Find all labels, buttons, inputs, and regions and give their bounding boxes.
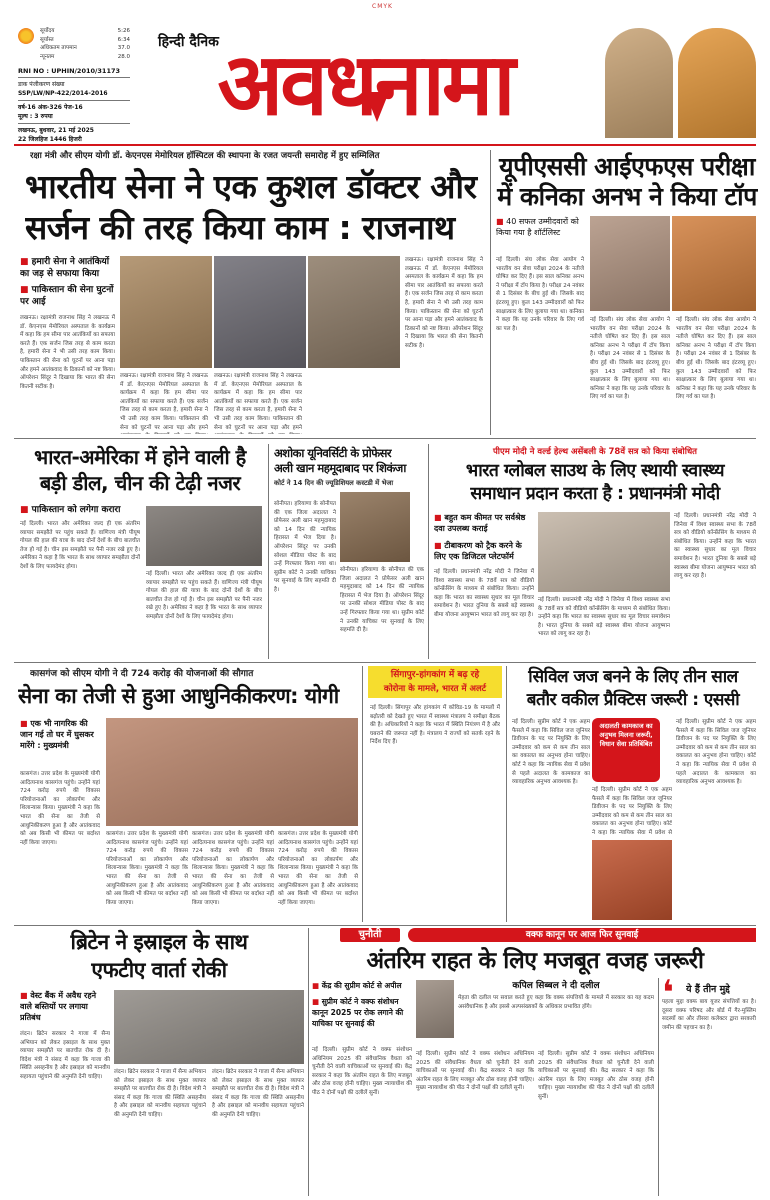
upsc-subhead: ■ 40 सफल उम्मीदवारों को किया गया है शॉर्टलिस्ट (496, 216, 584, 252)
waqf-bullet-1: ■ केंद्र की सुप्रीम कोर्ट से अपील (312, 980, 412, 994)
ashoka-body: सोनीपत। हरियाणा के सोनीपत की एक जिला अदालत ने प्रोफेसर अली खान महमूदाबाद को 14 दिन की न्यायिक हिरासत में भेज दिया है। ऑपरेशन सिंदूर पर उनकी सोशल मीडिया पोस्ट के बाद उन्हें गिरफ्तार किया गया था। सुप्रीम कोर्ट ने उनकी याचिका पर सुनवाई के लिए सहमति दी है। (274, 501, 336, 593)
waqf-label: चुनौती (340, 928, 400, 942)
rajnath-body-left: लखनऊ। रक्षामंत्री राजनाथ सिंह ने लखनऊ में डॉ. केएनएस मेमोरियल अस्पताल के कार्यक्रम में कहा कि हम सीमा पार आतंकियों का सफाया करते हैं। एक सर्जन जिस तरह से काम करता है, हमारी सेना ने भी उसी तरह काम किया। पाकिस्तान की सेना को घुटनों पर आना पड़ा और हमने आतंकवाद के ठिकानों को नष्ट किया। ऑपरेशन सिंदूर ने दिखाया कि भारत की सेना कितनी सटीक है। (20, 315, 115, 390)
kasganj-photo (106, 718, 358, 826)
weather-row: सूर्योदय 5:26 सूर्यास्त 6:34 अधिकतम तापमान 37.0 न्यूनतम 28.0 (40, 28, 130, 60)
upsc-photo-1 (590, 216, 670, 311)
waqf-quote-text: मेहता की दलील पर सवाल करते हुए कहा कि वक्फ संपत्तियों के मामले में सरकार का यह कदम असंवैधानिक है और इससे अल्पसंख्यकों के अधिकार प्रभावित होंगे। (458, 995, 654, 1010)
uk-israel-body-3: लंदन। ब्रिटेन सरकार ने गाजा में सैन्य अभियान को लेकर इस्राइल के साथ मुक्त व्यापार समझौते पर बातचीत रोक दी है। विदेश मंत्री ने संसद में कहा कि गाजा की स्थिति असहनीय है और इस्राइल को मानवीय सहायता पहुंचाने की अनुमति देनी चाहिए। (212, 1069, 304, 1118)
india-us-bullet: ■ पाकिस्तान को लगेगा करारा (20, 504, 140, 518)
waqf-body-3: नई दिल्ली। सुप्रीम कोर्ट ने वक्फ संशोधन अधिनियम 2025 की संवैधानिक वैधता को चुनौती देने वाली याचिकाओं पर सुनवाई की। केंद्र सरकार ने कहा कि अंतरिम राहत के लिए मजबूत और ठोस वजह होनी चाहिए। मुख्य न्यायाधीश की पीठ ने दोनों पक्षों की दलीलें सुनीं। (538, 1051, 654, 1100)
upsc-headline-1: यूपीएससी आईएफएस परीक्षा (499, 152, 755, 181)
india-us-headline-2: बड़ी डील, चीन की टेढ़ी नजर (39, 471, 241, 495)
modi-body-3: नई दिल्ली। प्रधानमंत्री नरेंद्र मोदी ने जिनेवा में विश्व स्वास्थ्य सभा के 78वें सत्र को वीडियो कॉन्फ्रेंसिंग के माध्यम से संबोधित किया। उन्होंने कहा कि भारत का स्वास्थ्य सुधार का मूल विचार समावेशन है। भारत दुनिया के सबसे बड़े स्वास्थ्य बीमा योजना आयुष्मान भारत को लागू कर रहा है। (674, 513, 756, 580)
ashoka-headline-2: अली खान महमूदाबाद पर शिकंजा (274, 461, 406, 475)
date-line: लखनऊ, बुधवार, 21 मई 2025 22 जिलहिज 1446 हिजरी (18, 127, 94, 143)
uk-israel-photo (114, 990, 304, 1064)
upsc-headline-2: में कनिका अनभ ने किया टॉप (497, 182, 757, 211)
waqf-headline: अंतरिम राहत के लिए मजबूत वजह जरूरी (366, 948, 704, 974)
upsc-body-3: नई दिल्ली। संघ लोक सेवा आयोग ने भारतीय वन सेवा परीक्षा 2024 के नतीजे घोषित कर दिए हैं। इस साल कनिका अनभ ने परीक्षा में टॉप किया है। परीक्षा 24 नवंबर से 1 दिसंबर के बीच हुई थी। जिसके बाद इंटरव्यू हुए। कुल 143 उम्मीदवारों को फिर साक्षात्कार के लिए बुलाया गया था। कनिका ने कहा कि यह उनके परिवार के लिए गर्व का पल है। (676, 317, 756, 401)
cmyk-mark: CMYK (372, 3, 393, 10)
three-issues-title: ये हैं तीन मुद्दे (686, 984, 730, 995)
three-issues-body: पहला मुद्दा वक्फ बाय यूजर संपत्तियों का है। दूसरा वक्फ परिषद और बोर्ड में गैर-मुस्लिम सदस्यों का और तीसरा कलेक्टर द्वारा सरकारी जमीन की पहचान का है। (662, 999, 756, 1031)
kasganj-body-3: कासगंज। उत्तर प्रदेश के मुख्यमंत्री योगी आदित्यनाथ कासगंज पहुंचे। उन्होंने यहां 724 करोड़ रुपये की विकास परियोजनाओं का लोकार्पण और शिलान्यास किया। मुख्यमंत्री ने कहा कि भारत की सेना का तेजी से आधुनिकीकरण हुआ है और आतंकवाद को अब किसी भी कीमत पर बर्दाश्त नहीं किया जाएगा। (192, 831, 274, 906)
corona-headline-2: कोरोना के मामले, भारत में अलर्ट (383, 684, 487, 694)
corona-headline-1: सिंगापुर-हांगकांग में बढ़ रहे (390, 670, 480, 680)
rajnath-body-c1: लखनऊ। रक्षामंत्री राजनाथ सिंह ने लखनऊ में डॉ. केएनएस मेमोरियल अस्पताल के कार्यक्रम में कहा कि हम सीमा पार आतंकियों का सफाया करते हैं। एक सर्जन जिस तरह से काम करता है, हमारी सेना ने भी उसी तरह काम किया। पाकिस्तान की सेना को घुटनों पर आना पड़ा और हमने (120, 373, 208, 431)
rajnath-bullet-2: ■ पाकिस्तान की सेना घुटनों पर आई (20, 284, 115, 308)
rajnath-headline-2: सर्जन की तरह किया काम : राजनाथ (25, 208, 455, 247)
civil-judge-body-3: नई दिल्ली। सुप्रीम कोर्ट ने एक अहम फैसले में कहा कि सिविल जज जूनियर डिवीजन के पद पर नियुक्ति के लिए उम्मीदवार को कम से कम तीन साल का वकालत का अनुभव होना चाहिए। कोर्ट ने कहा कि न्यायिक सेवा में प्रवेश से पहले अदालत के कामकाज का व्यावहारिक अनुभव आवश्यक है। (676, 719, 756, 786)
modi-kicker: पीएम मोदी ने वर्ल्ड हेल्थ असेंबली के 78वें सत्र को किया संबोधित (492, 447, 698, 457)
modi-headline-1: भारत ग्लोबल साउथ के लिए स्थायी स्वास्थ्य (465, 461, 725, 481)
rajnath-photo-3 (308, 256, 400, 368)
civil-judge-body-1: नई दिल्ली। सुप्रीम कोर्ट ने एक अहम फैसले में कहा कि सिविल जज जूनियर डिवीजन के पद पर नियुक्ति के लिए उम्मीदवार को कम से कम तीन साल का वकालत का अनुभव होना चाहिए। कोर्ट ने कहा कि न्यायिक सेवा में प्रवेश से पहले अदालत के कामकाज का व्यावहारिक अनुभव आवश्यक है। (512, 719, 590, 786)
kasganj-bullet: ■ एक भी नागरिक की जान गई तो घर में घुसकर मारेंगे : मुख्यमंत्री (20, 718, 100, 766)
ashoka-photo (340, 492, 410, 562)
uk-israel-headline-1: ब्रिटेन ने इस्राइल के साथ (70, 930, 248, 954)
waqf-body-2: नई दिल्ली। सुप्रीम कोर्ट ने वक्फ संशोधन अधिनियम 2025 की संवैधानिक वैधता को चुनौती देने वाली याचिकाओं पर सुनवाई की। केंद्र सरकार ने कहा कि अंतरिम राहत के लिए मजबूत और ठोस वजह होनी चाहिए। मुख्य न्यायाधीश की पीठ ने दोनों पक्षों की दलीलें सुनीं। (416, 1051, 534, 1092)
waqf-quote-title: कपिल सिब्बल ने दी दलील (512, 981, 600, 991)
rni-number: RNI NO : UPHIN/2010/31173 (18, 67, 121, 75)
india-us-headline-1: भारत-अमेरिका में होने वाली है (34, 445, 246, 469)
quote-mark-icon: ❛ (662, 973, 674, 1013)
civil-judge-body-2: नई दिल्ली। सुप्रीम कोर्ट ने एक अहम फैसले में कहा कि सिविल जज जूनियर डिवीजन के पद पर नियुक्ति के लिए उम्मीदवार को कम से कम तीन साल का वकालत का अनुभव होना चाहिए। कोर्ट ने कहा कि न्यायिक सेवा में प्रवेश से (592, 787, 672, 836)
issue-info: वर्ष-16 अंक-326 पेज-16 मूल्य : 3 रुपया (18, 104, 83, 120)
rajnath-photo-2 (214, 256, 306, 368)
sun-icon (18, 28, 34, 44)
kasganj-body-2: कासगंज। उत्तर प्रदेश के मुख्यमंत्री योगी आदित्यनाथ कासगंज पहुंचे। उन्होंने यहां 724 करोड़ रुपये की विकास परियोजनाओं का लोकार्पण और शिलान्यास किया। मुख्यमंत्री ने कहा कि भारत की सेना का तेजी से आधुनिकीकरण हुआ है और आतंकवाद को अब किसी भी कीमत पर बर्दाश्त नहीं किया जाएगा। (106, 831, 188, 906)
modi-photo (538, 512, 670, 592)
rajnath-headline-1: भारतीय सेना ने एक कुशल डॉक्टर और (25, 167, 477, 206)
modi-headline-2: समाधान प्रदान करता है : प्रधानमंत्री मोदी (470, 484, 720, 504)
modi-body-2: नई दिल्ली। प्रधानमंत्री नरेंद्र मोदी ने जिनेवा में विश्व स्वास्थ्य सभा के 78वें सत्र को वीडियो कॉन्फ्रेंसिंग के माध्यम से संबोधित किया। उन्होंने कहा कि भारत का स्वास्थ्य सुधार का मूल विचार समावेशन है। भारत दुनिया के सबसे बड़े स्वास्थ्य बीमा योजना आयुष्मान भारत को लागू कर रहा है। (538, 597, 670, 638)
civil-judge-headline-2: बतौर वकील प्रैक्टिस जरूरी : एससी (526, 690, 740, 710)
civil-judge-callout-text: अदालती कामकाज का अनुभव मिलना जरूरी, विधान सेवा प्रतिबिंबित (599, 722, 653, 748)
kasganj-kicker: कासगंज को सीएम योगी ने दी 724 करोड़ की योजनाओं की सौगात (30, 669, 254, 679)
upsc-body-2: नई दिल्ली। संघ लोक सेवा आयोग ने भारतीय वन सेवा परीक्षा 2024 के नतीजे घोषित कर दिए हैं। इस साल कनिका अनभ ने परीक्षा में टॉप किया है। परीक्षा 24 नवंबर से 1 दिसंबर के बीच हुई थी। जिसके बाद इंटरव्यू हुए। कुल 143 उम्मीदवारों को फिर साक्षात्कार के लिए बुलाया गया था। कनिका ने कहा कि यह उनके परिवार के लिए गर्व का पल है। (590, 317, 670, 401)
weather-box (18, 28, 130, 64)
postal-reg: डाक पंजीकरण संख्या SSP/LW/NP-422/2014-2016 (18, 81, 108, 97)
upsc-body-1: नई दिल्ली। संघ लोक सेवा आयोग ने भारतीय वन सेवा परीक्षा 2024 के नतीजे घोषित कर दिए हैं। इस साल कनिका अनभ ने परीक्षा में टॉप किया है। परीक्षा 24 नवंबर से 1 दिसंबर के बीच हुई थी। जिसके बाद इंटरव्यू हुए। कुल 143 उम्मीदवारों को फिर साक्षात्कार के लिए बुलाया गया था। कनिका ने कहा कि यह उनके परिवार के लिए गर्व का पल है। (496, 257, 584, 332)
ashoka-subhead: कोर्ट ने 14 दिन की ज्यूडिशियल कस्टडी में भेजा (274, 479, 394, 487)
corona-body: नई दिल्ली। सिंगापुर और हांगकांग में कोविड-19 के मामलों में बढ़ोतरी को देखते हुए भारत में स्वास्थ्य मंत्रालय ने समीक्षा बैठक की है। अधिकारियों ने कहा कि भारत में स्थिति नियंत्रण में है और घबराने की जरूरत नहीं है। मंत्रालय ने राज्यों को सतर्क रहने के निर्देश दिए हैं। (370, 705, 500, 746)
tagline: हिन्दी दैनिक (158, 34, 219, 50)
waqf-quote-box (458, 980, 654, 1046)
kasganj-body-4: कासगंज। उत्तर प्रदेश के मुख्यमंत्री योगी आदित्यनाथ कासगंज पहुंचे। उन्होंने यहां 724 करोड़ रुपये की विकास परियोजनाओं का लोकार्पण और शिलान्यास किया। मुख्यमंत्री ने कहा कि भारत की सेना का तेजी से आधुनिकीकरण हुआ है और आतंकवाद को अब किसी भी कीमत पर बर्दाश्त नहीं किया जाएगा। (278, 831, 358, 906)
newspaper-logo: अवधनामा (217, 35, 513, 135)
rajnath-bullet-1: ■ हमारी सेना ने आतंकियों का जड़ से सफाया किया (20, 256, 115, 280)
masthead-portrait-left (605, 28, 673, 138)
uk-israel-headline-2: एफटीए वार्ता रोकी (91, 958, 227, 982)
india-us-body-2: नई दिल्ली। भारत और अमेरिका जल्द ही एक अंतरिम व्यापार समझौते पर पहुंच सकते हैं। वाणिज्य मंत्री पीयूष गोयल की हाल की यात्रा के बाद दोनों देशों के बीच बातचीत तेज हो गई है। चीन इस समझौते पर पैनी नजर रखे हुए है। अमेरिका ने कहा है कि भारत के साथ व्यापार समझौता दोनों देशों के लिए फायदेमंद होगा। (146, 571, 262, 620)
modi-bullet-1: ■ बहुत कम कीमत पर सर्वश्रेष्ठ दवा उपलब्ध कराई (434, 512, 534, 536)
waqf-bullet-2: ■ सुप्रीम कोर्ट ने वक्फ संशोधन कानून 2025 पर रोक लगाने की याचिका पर सुनवाई की (312, 996, 412, 1042)
masthead-portrait-right (678, 28, 756, 138)
civil-judge-headline-1: सिविल जज बनने के लिए तीन साल (528, 667, 738, 687)
ashoka-headline-1: अशोका यूनिवर्सिटी के प्रोफेसर (274, 446, 392, 460)
modi-body-1: नई दिल्ली। प्रधानमंत्री नरेंद्र मोदी ने जिनेवा में विश्व स्वास्थ्य सभा के 78वें सत्र को वीडियो कॉन्फ्रेंसिंग के माध्यम से संबोधित किया। उन्होंने कहा कि भारत का स्वास्थ्य सुधार का मूल विचार समावेशन है। भारत दुनिया के सबसे बड़े स्वास्थ्य बीमा योजना आयुष्मान भारत को लागू कर रहा है। (434, 569, 534, 618)
india-us-photo (146, 506, 262, 566)
rajnath-photo-1 (120, 256, 212, 368)
waqf-kicker: वक्फ कानून पर आज फिर सुनवाई (525, 930, 639, 940)
uk-israel-bullet: ■ वेस्ट बैंक में अवैध रहने वाले बस्तियों पर लगाया प्रतिबंध (20, 990, 110, 1026)
uk-israel-body-2: लंदन। ब्रिटेन सरकार ने गाजा में सैन्य अभियान को लेकर इस्राइल के साथ मुक्त व्यापार समझौते पर बातचीत रोक दी है। विदेश मंत्री ने संसद में कहा कि गाजा की स्थिति असहनीय है और इस्राइल को मानवीय सहायता पहुंचाने की अनुमति देनी चाहिए। (114, 1069, 206, 1118)
rajnath-body-c4: लखनऊ। रक्षामंत्री राजनाथ सिंह ने लखनऊ में डॉ. केएनएस मेमोरियल अस्पताल के कार्यक्रम में कहा कि हम सीमा पार आतंकियों का सफाया करते हैं। एक सर्जन जिस तरह से काम करता है, हमारी सेना ने भी उसी तरह काम किया। पाकिस्तान की सेना को घुटनों पर आना पड़ा और हमने आतंकवाद के ठिकानों को नष्ट किया। ऑपरेशन सिंदूर ने दिखाया कि भारत की सेना कितनी सटीक है। (405, 257, 483, 349)
civil-judge-callout (592, 718, 660, 782)
corona-box (368, 666, 502, 922)
modi-bullet-2: ■ टीबाकरण को ट्रैक करने के लिए एक डिजिटल प्लेटफॉर्म (434, 540, 534, 564)
waqf-body-1: नई दिल्ली। सुप्रीम कोर्ट ने वक्फ संशोधन अधिनियम 2025 की संवैधानिक वैधता को चुनौती देने वाली याचिकाओं पर सुनवाई की। केंद्र सरकार ने कहा कि अंतरिम राहत के लिए मजबूत और ठोस वजह होनी चाहिए। मुख्य न्यायाधीश की पीठ ने दोनों पक्षों की दलीलें सुनीं। (312, 1047, 412, 1096)
pen-nib-icon (365, 92, 389, 122)
ashoka-body-2: सोनीपत। हरियाणा के सोनीपत की एक जिला अदालत ने प्रोफेसर अली खान महमूदाबाद को 14 दिन की न्यायिक हिरासत में भेज दिया है। ऑपरेशन सिंदूर पर उनकी सोशल मीडिया पोस्ट के बाद उन्हें गिरफ्तार किया गया था। सुप्रीम कोर्ट ने उनकी याचिका पर सुनवाई के लिए सहमति दी है। (340, 567, 424, 634)
rajnath-body-c2: लखनऊ। रक्षामंत्री राजनाथ सिंह ने लखनऊ में डॉ. केएनएस मेमोरियल अस्पताल के कार्यक्रम में कहा कि हम सीमा पार आतंकियों का सफाया करते हैं। एक सर्जन जिस तरह से काम करता है, हमारी सेना ने भी उसी तरह काम किया। पाकिस्तान की सेना को घुटनों पर आना पड़ा और हमने (214, 373, 302, 431)
india-us-body-1: नई दिल्ली। भारत और अमेरिका जल्द ही एक अंतरिम व्यापार समझौते पर पहुंच सकते हैं। वाणिज्य मंत्री पीयूष गोयल की हाल की यात्रा के बाद दोनों देशों के बीच बातचीत तेज हो गई है। चीन इस समझौते पर पैनी नजर रखे हुए है। अमेरिका ने कहा है कि भारत के साथ व्यापार समझौता दोनों देशों के लिए फायदेमंद होगा। (20, 521, 140, 570)
kasganj-body-1: कासगंज। उत्तर प्रदेश के मुख्यमंत्री योगी आदित्यनाथ कासगंज पहुंचे। उन्होंने यहां 724 करोड़ रुपये की विकास परियोजनाओं का लोकार्पण और शिलान्यास किया। मुख्यमंत्री ने कहा कि भारत की सेना का तेजी से आधुनिकीकरण हुआ है और आतंकवाद को अब किसी भी कीमत पर बर्दाश्त नहीं किया जाएगा। (20, 771, 100, 846)
supreme-court-photo (592, 840, 672, 920)
uk-israel-body-1: लंदन। ब्रिटेन सरकार ने गाजा में सैन्य अभियान को लेकर इस्राइल के साथ मुक्त व्यापार समझौते पर बातचीत रोक दी है। विदेश मंत्री ने संसद में कहा कि गाजा की स्थिति असहनीय है और इस्राइल को मानवीय सहायता पहुंचाने की अनुमति देनी चाहिए। (20, 1031, 110, 1080)
kasganj-headline: सेना का तेजी से हुआ आधुनिकीकरण: योगी (18, 684, 339, 708)
kapil-sibal-photo (416, 980, 454, 1038)
waqf-banner (408, 928, 756, 942)
rajnath-kicker: रक्षा मंत्री और सीएम योगी डॉ. केएनएस मेमोरियल हॉस्पिटल की स्थापना के रजत जयन्ती समारोह में हुए सम्मिलित (30, 151, 380, 161)
upsc-photo-2 (672, 216, 756, 311)
